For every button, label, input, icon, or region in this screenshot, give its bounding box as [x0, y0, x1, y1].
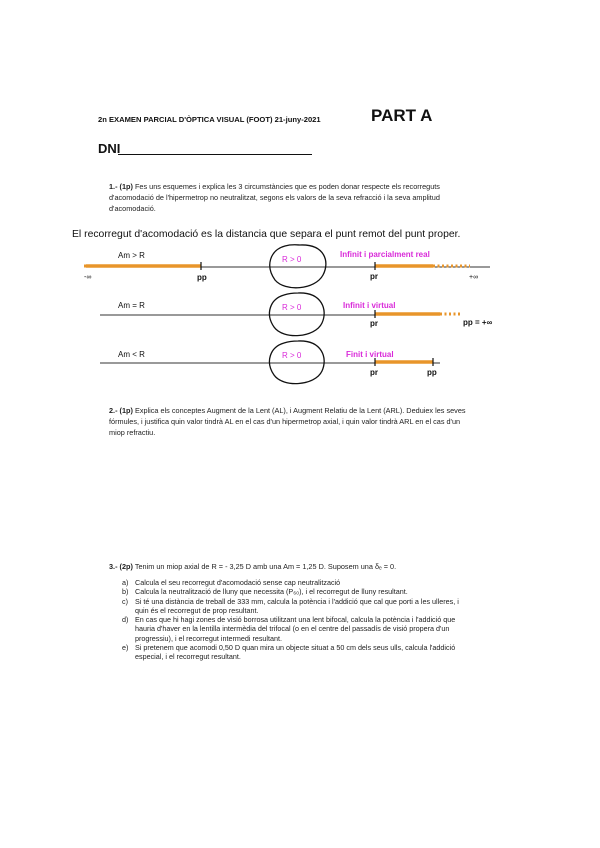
lens-label-3: R > 0	[282, 351, 302, 360]
question-2	[109, 405, 469, 438]
pr-label-3: pr	[370, 368, 378, 377]
eye-1	[270, 245, 326, 288]
list-item	[122, 587, 472, 596]
pp-label-2: pp = +∞	[463, 318, 493, 327]
question-1-number: 1.- (1p)	[109, 182, 133, 191]
question-3	[109, 561, 469, 572]
question-3-items	[122, 578, 472, 662]
item-text: Si pretenem que acomodi 0,50 D quan mira un objecte situat a 50 cm dels seus ulls, calcula l'addició especial, i el recorregut resultant.	[135, 643, 456, 662]
handwritten-note: El recorregut d'acomodació es la distancia que separa el punt remot del punt proper.	[72, 229, 461, 240]
case-1: Infinit i parcialment real	[340, 250, 430, 259]
item-text: En cas que hi hagi zones de visió borrosa utilitzant una lent bifocal, calcula la potència i l'addició que hauria d'haver en la lentilla intermèdia del trifocal (o en el centre del passadís de visió propera d'un progressiu), i el recorregut intermedi resultant.	[135, 615, 456, 643]
item-marker: d)	[122, 615, 129, 625]
diagram-am-less	[100, 341, 440, 384]
case-2: Infinit i virtual	[343, 301, 396, 310]
item-marker: c)	[122, 596, 128, 606]
question-2-text: Explica els conceptes Augment de la Lent (AL), i Augment Relatiu de la Lent (ARL). Deduiex les seves fórmules, i justifica quin valor tindrà AL en el cas d'un hipermetrop axial, i quin valor tindrà ARL en el cas d'un miop refractiu.	[109, 406, 466, 437]
eye-2	[269, 293, 324, 336]
pr-label-1: pr	[370, 272, 378, 281]
minus-infinity-1: -∞	[84, 274, 92, 281]
diagram-am-greater	[84, 245, 490, 288]
case-3: Finit i virtual	[346, 350, 394, 359]
lens-label-1: R > 0	[282, 255, 302, 264]
exam-title: 2n EXAMEN PARCIAL D'ÒPTICA VISUAL (FOOT) 21-juny-2021	[98, 115, 321, 124]
diagram-am-equal	[100, 293, 493, 336]
eye-3	[269, 341, 324, 384]
item-text: Calcula la neutralització de lluny que necessita (P₆₀), i el recorregut de lluny resultant.	[135, 587, 408, 597]
item-marker: e)	[122, 643, 129, 653]
item-marker: b)	[122, 587, 129, 597]
list-item	[122, 643, 472, 662]
list-item	[122, 578, 472, 587]
question-3-number: 3.- (2p)	[109, 562, 133, 571]
pp-label-3: pp	[427, 368, 437, 377]
question-2-number: 2.- (1p)	[109, 406, 133, 415]
condition-2: Am = R	[118, 301, 145, 310]
dni-label: DNI	[98, 141, 121, 156]
lens-label-2: R > 0	[282, 303, 302, 312]
item-text: Calcula el seu recorregut d'acomodació sense cap neutralització	[135, 578, 341, 587]
list-item	[122, 597, 472, 616]
list-item	[122, 615, 472, 643]
part-label: PART A	[371, 106, 433, 125]
item-marker: a)	[122, 578, 129, 587]
question-3-text: Tenim un miop axial de R = - 3,25 D amb una Am = 1,25 D. Suposem una δₑ = 0.	[134, 562, 397, 571]
condition-3: Am < R	[118, 350, 145, 359]
pp-label-1: pp	[197, 273, 207, 282]
question-1-text: Fes uns esquemes i explica les 3 circumstàncies que es poden donar respecte els recorreguts d'acomodació de l'hipermetrop no neutralitzat, segons els valors de la seva refracció i la seva amplitud d'acomodació.	[109, 182, 440, 213]
pr-label-2: pr	[370, 319, 378, 328]
item-text: Si té una distància de treball de 333 mm, calcula la potència i l'addició que cal que porti a les ulleres, i quin és el recorregut de prop resultant.	[135, 596, 459, 615]
condition-1: Am > R	[118, 251, 145, 260]
plus-infinity-1: +∞	[469, 274, 479, 281]
